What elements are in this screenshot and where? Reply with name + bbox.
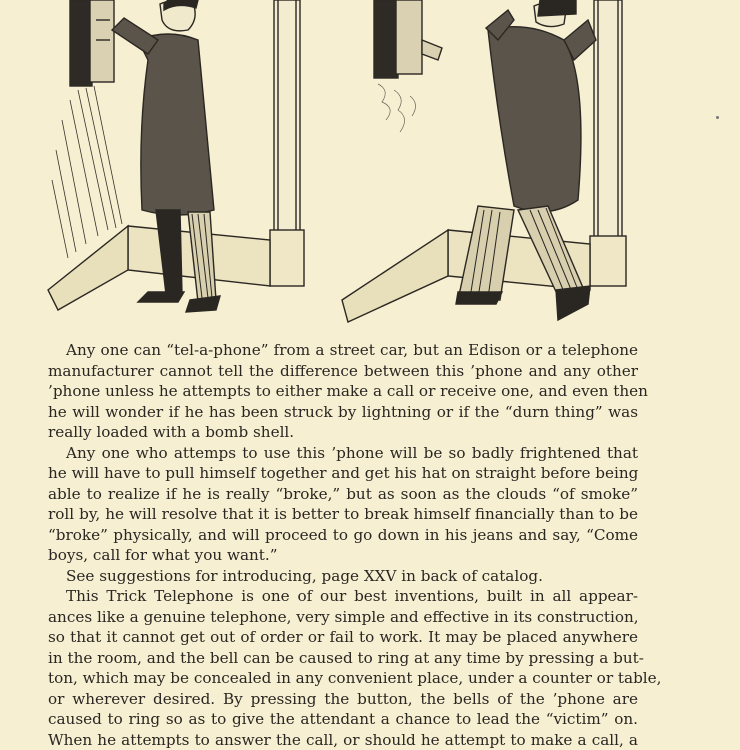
text-line: ton, which may be concealed in any convenient place, under a counter or table, (48, 668, 638, 689)
text-line: ances like a genuine telephone, very simple and effective in its construction, (48, 607, 638, 628)
left-scene (48, 0, 304, 312)
paragraph-3 (66, 566, 638, 587)
text-line: he will wonder if he has been struck by lightning or if the “durn thing” was (48, 402, 638, 423)
text-line: Any one can “tel-a-phone” from a street car, but an Edison or a telephone (66, 340, 638, 361)
text-line: See suggestions for introducing, page XXV in back of catalog. (66, 566, 638, 587)
text-line: This Trick Telephone is one of our best inventions, built in all appear- (66, 586, 638, 607)
text-line: so that it cannot get out of order or fail to work. It may be placed anywhere (48, 627, 638, 648)
body-text (66, 340, 638, 750)
text-line: manufacturer cannot tell the difference between this ’phone and any other (48, 361, 638, 382)
text-line: boys, call for what you want.” (48, 545, 638, 566)
text-line: he will have to pull himself together and get his hat on straight before being (48, 463, 638, 484)
text-line: or wherever desired. By pressing the button, the bells of the ’phone are (48, 689, 638, 710)
paragraph-4 (66, 586, 638, 750)
right-scene (342, 0, 626, 322)
text-line: ’phone unless he attempts to either make a call or receive one, and even then (48, 381, 638, 402)
speck-mark (716, 116, 719, 119)
text-line: When he attempts to answer the call, or should he attempt to make a call, a (48, 730, 638, 750)
text-line: in the room, and the bell can be caused to ring at any time by pressing a but- (48, 648, 638, 669)
text-line: able to realize if he is really “broke,” but as soon as the clouds “of smoke” (48, 484, 638, 505)
text-line: really loaded with a bomb shell. (48, 422, 638, 443)
text-line: roll by, he will resolve that it is better to break himself financially than to be (48, 504, 638, 525)
text-line: “broke” physically, and will proceed to go down in his jeans and say, “Come (48, 525, 638, 546)
text-line: Any one who attemps to use this ’phone will be so badly frightened that (66, 443, 638, 464)
text-line: caused to ring so as to give the attendant a chance to lead the “victim” on. (48, 709, 638, 730)
paragraph-1 (66, 340, 638, 443)
paragraph-2 (66, 443, 638, 566)
trick-telephone-illustration (38, 0, 638, 330)
